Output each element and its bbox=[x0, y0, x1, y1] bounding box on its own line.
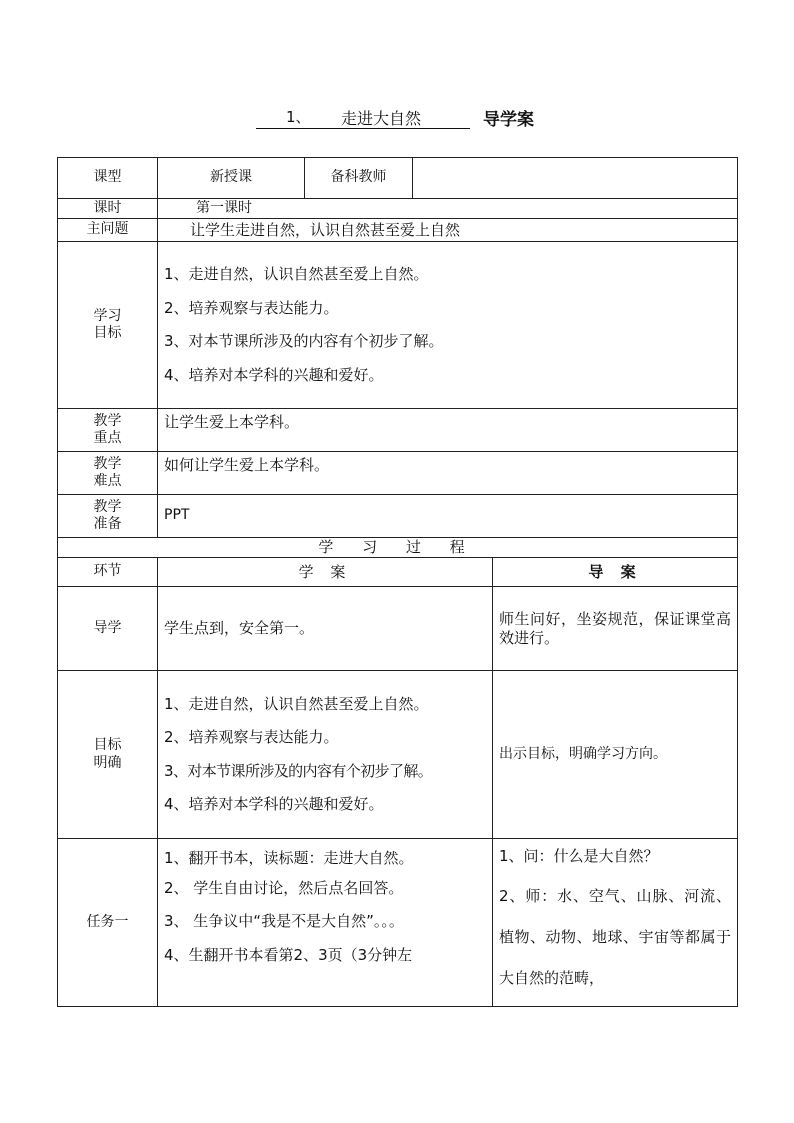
col-study-header: 学 案 bbox=[158, 558, 493, 587]
goals-row bbox=[58, 242, 738, 409]
doc-type: 导学案 bbox=[483, 110, 534, 130]
guide-intro: 师生问好，坐姿规范，保证课堂高效进行。 bbox=[493, 587, 738, 671]
process-row-task1 bbox=[58, 839, 738, 1007]
col-stage-header: 环节 bbox=[58, 558, 158, 587]
study-goals bbox=[158, 671, 493, 839]
key-point-value: 让学生爱上本学科。 bbox=[158, 409, 738, 452]
guide-task1 bbox=[493, 839, 738, 1007]
stage-intro: 导学 bbox=[58, 587, 158, 671]
lesson-title: 走进大自然 bbox=[341, 109, 422, 128]
study-intro: 学生点到，安全第一。 bbox=[158, 587, 493, 671]
study-item: 1、翻开书本，读标题：走进大自然。 bbox=[164, 849, 414, 867]
info-row-period bbox=[58, 199, 738, 219]
guide-goals: 出示目标，明确学习方向。 bbox=[493, 671, 738, 839]
info-row-type bbox=[58, 158, 738, 199]
study-item: 2、培养观察与表达能力。 bbox=[164, 728, 339, 746]
difficulty-label: 教学 难点 bbox=[58, 452, 158, 495]
preparation-value: PPT bbox=[158, 495, 738, 538]
lesson-number: 1、 bbox=[286, 108, 311, 126]
study-item: 4、生翻开书本看第2、3页（3分钟左 bbox=[164, 945, 413, 964]
process-heading: 学 习 过 程 bbox=[58, 538, 738, 558]
study-item: 3、对本节课所涉及的内容有个初步了解。 bbox=[164, 761, 433, 780]
study-task1 bbox=[158, 839, 493, 1007]
stage-goals: 目标 明确 bbox=[58, 671, 158, 839]
teacher-label: 备科教师 bbox=[305, 158, 413, 199]
stage-task1: 任务一 bbox=[58, 839, 158, 1007]
goal-item: 3、对本节课所涉及的内容有个初步了解。 bbox=[164, 332, 444, 350]
teacher-value bbox=[413, 158, 738, 199]
info-row-topic bbox=[58, 219, 738, 242]
preparation-row bbox=[58, 495, 738, 538]
process-header-row bbox=[58, 558, 738, 587]
goal-item: 1、走进自然，认识自然甚至爱上自然。 bbox=[164, 265, 429, 283]
type-value: 新授课 bbox=[158, 158, 305, 199]
key-point-row bbox=[58, 409, 738, 452]
document-title bbox=[0, 104, 794, 132]
goal-item: 4、培养对本学科的兴趣和爱好。 bbox=[164, 365, 384, 384]
process-row-goals bbox=[58, 671, 738, 839]
study-item: 1、走进自然，认识自然甚至爱上自然。 bbox=[164, 694, 429, 713]
guide-item: 2、师：水、空气、山脉、河流、植物、动物、地球、宇宙等都属于大自然的范畴， bbox=[499, 886, 731, 987]
difficulty-value: 如何让学生爱上本学科。 bbox=[158, 452, 738, 495]
goal-item: 2、培养观察与表达能力。 bbox=[164, 298, 339, 317]
goals-label: 学习 目标 bbox=[58, 242, 158, 409]
title-underline bbox=[256, 128, 470, 129]
difficulty-row bbox=[58, 452, 738, 495]
study-item: 3、 生争议中“我是不是大自然”。。。 bbox=[164, 912, 404, 930]
topic-value: 让学生走进自然，认识自然甚至爱上自然 bbox=[158, 219, 738, 242]
lesson-plan-table bbox=[57, 157, 738, 1007]
process-row-intro bbox=[58, 587, 738, 671]
key-point-label: 教学 重点 bbox=[58, 409, 158, 452]
goals-list bbox=[158, 242, 738, 409]
col-guide-header: 导 案 bbox=[493, 558, 738, 587]
period-value: 第一课时 bbox=[158, 199, 738, 219]
study-item: 4、培养对本学科的兴趣和爱好。 bbox=[164, 795, 384, 813]
study-item: 2、 学生自由讨论，然后点名回答。 bbox=[164, 878, 404, 897]
guide-item: 1、问：什么是大自然？ bbox=[499, 847, 659, 865]
process-heading-row bbox=[58, 538, 738, 558]
preparation-label: 教学 准备 bbox=[58, 495, 158, 538]
type-label: 课型 bbox=[58, 158, 158, 199]
period-label: 课时 bbox=[58, 199, 158, 219]
topic-label: 主问题 bbox=[58, 219, 158, 242]
